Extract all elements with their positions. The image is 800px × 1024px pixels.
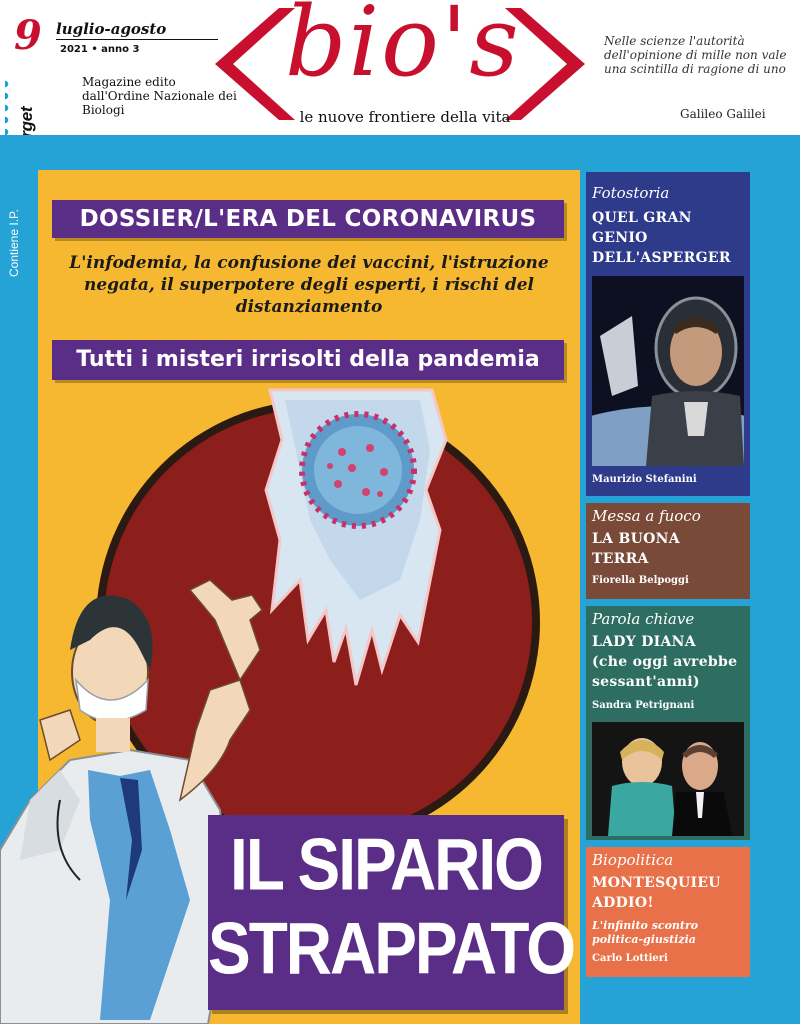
astronaut-photo xyxy=(592,276,744,466)
dossier-kicker: DOSSIER/L'ERA DEL CORONAVIRUS xyxy=(52,200,564,238)
story-card-messa-a-fuoco[interactable] xyxy=(586,503,750,599)
story-headline-line: GENIO xyxy=(592,230,648,246)
logo-word: bio's xyxy=(285,0,521,98)
cover-title-line2: STRAPPATO xyxy=(208,906,575,990)
story-card-parola-chiave[interactable] xyxy=(586,606,750,840)
story-card-fotostoria[interactable] xyxy=(586,172,750,496)
issue-year: 2021 • anno 3 xyxy=(60,44,140,55)
story-card-biopolitica[interactable] xyxy=(586,847,750,977)
publisher-note: Magazine edito dall'Ordine Nazionale dei Biologi xyxy=(82,75,237,117)
story-author: Fiorella Belpoggi xyxy=(592,575,689,586)
story-deck-line: politica-giustizia xyxy=(592,933,696,946)
issue-number: 9 xyxy=(14,12,42,59)
story-headline-line: DELL'ASPERGER xyxy=(592,250,731,266)
coronavirus-icon xyxy=(302,414,414,526)
story-headline-line: (che oggi avrebbe xyxy=(592,654,738,670)
story-headline-line: LA BUONA xyxy=(592,531,680,547)
story-author: Maurizio Stefanini xyxy=(592,474,697,485)
galileo-quote: Nelle scienze l'autorità dell'opinione di mille non vale una scintilla di ragione di uno xyxy=(604,34,787,76)
story-kicker: Fotostoria xyxy=(592,184,670,202)
bios-logo xyxy=(215,2,585,132)
quote-author: Galileo Galilei xyxy=(680,107,766,121)
issue-month: luglio-agosto xyxy=(56,20,167,38)
story-headline-line: QUEL GRAN xyxy=(592,210,692,226)
story-kicker: Messa a fuoco xyxy=(592,507,701,525)
story-headline-line: sessant'anni) xyxy=(592,674,700,690)
story-author: Carlo Lottieri xyxy=(592,953,668,964)
dossier-tagline: Tutti i misteri irrisolti della pandemia xyxy=(52,340,564,380)
lady-diana-photo xyxy=(592,722,744,836)
cover-title xyxy=(208,815,575,1010)
cover-title-line1: IL SIPARIO xyxy=(230,822,542,906)
story-author: Sandra Petrignani xyxy=(592,700,695,711)
story-kicker: Parola chiave xyxy=(592,610,695,628)
story-deck-line: L'infinito scontro xyxy=(592,919,699,932)
issue-rule xyxy=(56,39,218,40)
story-headline-line: MONTESQUIEU xyxy=(592,875,721,891)
masthead xyxy=(0,0,800,135)
logo-tagline: le nuove frontiere della vita xyxy=(299,108,511,126)
story-headline-line: TERRA xyxy=(592,551,649,567)
contains-ip-label: Contiene I.P. xyxy=(7,209,21,277)
story-headline-line: ADDIO! xyxy=(592,895,654,911)
dossier-subhead: L'infodemia, la confusione dei vaccini, l'istruzione negata, il superpotere degli esperti, i rischi del distanziamento xyxy=(69,253,549,317)
story-kicker: Biopolitica xyxy=(592,851,674,869)
story-headline-line: LADY DIANA xyxy=(592,634,696,650)
